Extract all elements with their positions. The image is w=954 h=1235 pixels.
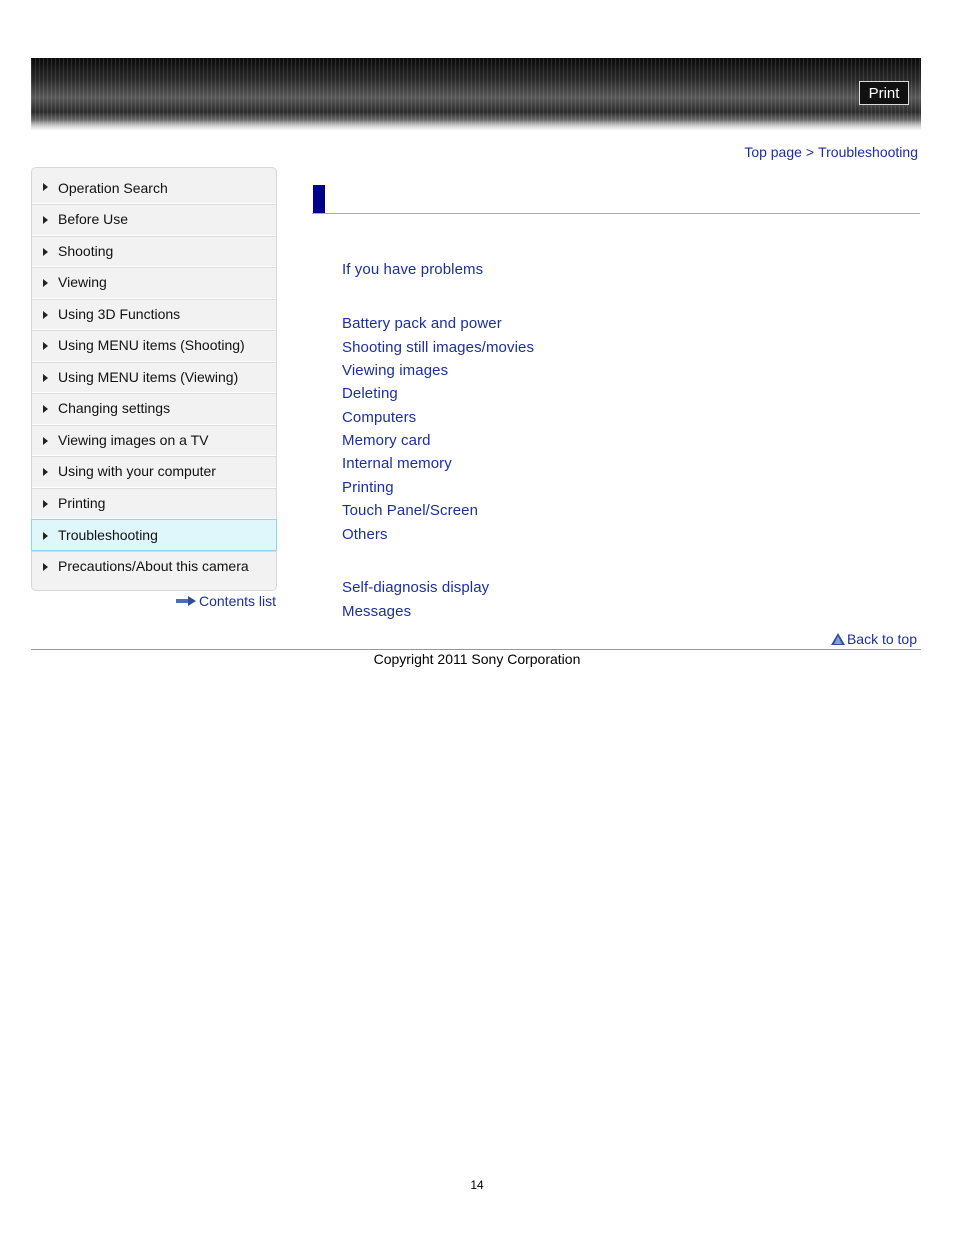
arrow-right-icon [176,596,196,606]
sidebar-item-label: Printing [58,494,106,511]
triangle-right-icon [43,563,48,571]
sidebar-item-label: Precautions/About this camera [58,558,249,575]
triangle-right-icon [43,311,48,319]
page-title-marker [313,185,325,214]
link-shooting-still-images-movies[interactable]: Shooting still images/movies [342,339,535,356]
link-touch-panel-screen[interactable]: Touch Panel/Screen [342,502,479,519]
sidebar-item-menu-viewing[interactable] [32,362,276,394]
triangle-right-icon [43,342,48,350]
triangle-right-icon [43,374,48,382]
sidebar-item-operation-search[interactable] [32,168,276,204]
triangle-right-icon [43,279,48,287]
sidebar-item-label: Using with your computer [58,463,216,480]
sidebar-item-menu-shooting[interactable] [32,330,276,362]
contents-list-label: Contents list [199,593,277,609]
triangle-right-icon [43,500,48,508]
link-messages[interactable]: Messages [342,603,412,620]
triangle-right-icon [43,532,48,540]
link-self-diagnosis-display[interactable]: Self-diagnosis display [342,579,490,596]
link-battery-pack-and-power[interactable]: Battery pack and power [342,315,502,332]
back-to-top-link[interactable] [831,631,917,647]
sidebar-item-changing-settings[interactable] [32,393,276,425]
link-printing[interactable]: Printing [342,479,394,496]
sidebar-item-label: Viewing images on a TV [58,431,209,448]
triangle-right-icon [43,468,48,476]
sidebar-item-troubleshooting[interactable] [31,519,277,551]
sidebar-item-label: Before Use [58,211,129,228]
sidebar-item-label: Shooting [58,242,114,259]
sidebar-item-using-computer[interactable] [32,456,276,488]
triangle-right-icon [43,405,48,413]
link-memory-card[interactable]: Memory card [342,432,431,449]
footer-divider [31,649,921,650]
triangle-right-icon [43,437,48,445]
breadcrumb-top-page-link[interactable]: Top page [744,144,802,160]
breadcrumb-separator: > [805,144,815,160]
sidebar-item-label: Using MENU items (Shooting) [58,337,245,354]
triangle-right-icon [43,248,48,256]
sidebar-item-viewing-on-tv[interactable] [32,425,276,457]
title-divider [312,213,920,214]
sidebar-item-label: Using MENU items (Viewing) [58,368,239,385]
breadcrumb [744,144,918,160]
sidebar-item-before-use[interactable] [32,204,276,236]
sidebar-item-shooting[interactable] [32,236,276,268]
sidebar-item-label: Changing settings [58,400,171,417]
link-computers[interactable]: Computers [342,409,417,426]
header-banner [31,58,921,130]
sidebar-item-label: Troubleshooting [58,526,158,543]
sidebar-item-printing[interactable] [32,488,276,520]
link-if-you-have-problems[interactable]: If you have problems [342,261,484,278]
sidebar-item-viewing[interactable] [32,267,276,299]
triangle-right-icon [43,216,48,224]
sidebar-item-label: Operation Search [58,179,168,196]
link-others[interactable]: Others [342,526,388,543]
sidebar-nav [31,167,277,591]
sidebar-item-precautions[interactable] [32,551,276,583]
sidebar-item-label: Viewing [58,274,107,291]
copyright-text: Copyright 2011 Sony Corporation [373,651,581,667]
triangle-right-icon [43,183,48,191]
triangle-up-icon [831,633,845,645]
link-viewing-images[interactable]: Viewing images [342,362,449,379]
back-to-top-label: Back to top [846,631,917,647]
link-internal-memory[interactable]: Internal memory [342,455,452,472]
sidebar-item-label: Using 3D Functions [58,305,181,322]
print-button[interactable]: Print [859,81,909,105]
breadcrumb-current-link[interactable]: Troubleshooting [818,144,918,160]
contents-list-link[interactable] [176,593,276,609]
page-number: 14 [470,1178,484,1192]
sidebar-item-3d-functions[interactable] [32,299,276,331]
link-deleting[interactable]: Deleting [342,385,398,402]
